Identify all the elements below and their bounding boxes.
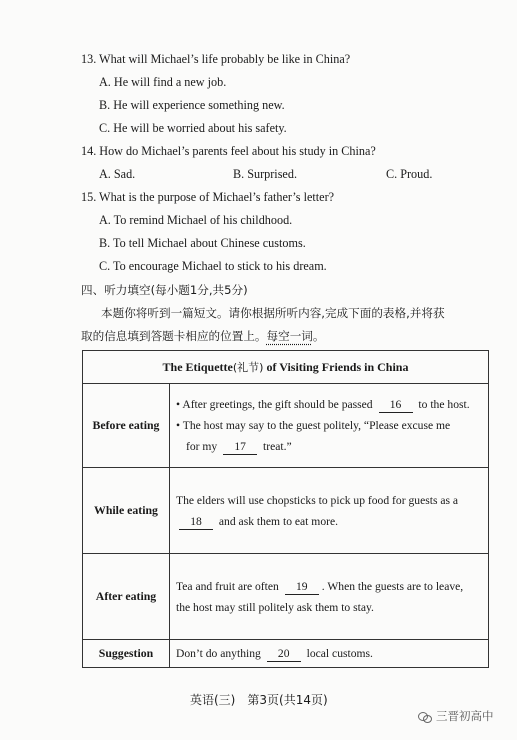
section-instruction-line2 [81, 328, 325, 344]
section-instruction-line1: 本题你将听到一篇短文。请你根据所听内容,完成下面的表格,并将获 [101, 306, 445, 320]
footer-page: 第3页 [247, 693, 280, 707]
blank-19: 19 [285, 580, 319, 595]
wechat-icon [418, 711, 432, 722]
question-14-option-c: C. Proud. [386, 167, 433, 181]
question-14-stem: 14. How do Michael’s parents feel about his study in China? [81, 144, 376, 158]
before-eating-text-1: • After greetings, the gift should be passed [176, 398, 373, 411]
watermark-text: 三晋初高中 [436, 709, 494, 723]
suggestion-text-1: Don’t do anything [176, 647, 261, 660]
page-footer [190, 691, 340, 708]
before-eating-text-4: for my [186, 440, 218, 453]
table-title [83, 351, 489, 384]
instruction-emphasis: 每空一词 [266, 329, 313, 343]
after-eating-text-2: . When the guests are to leave, [321, 579, 464, 593]
blank-17: 17 [223, 440, 257, 455]
watermark [418, 708, 494, 724]
row-label-suggestion: Suggestion [83, 640, 170, 668]
footer-total: (共14页) [279, 693, 328, 707]
row-content-while-eating [170, 468, 489, 554]
while-eating-text-2: and ask them to eat more. [218, 514, 339, 528]
blank-16: 16 [379, 398, 413, 413]
question-14-option-b: B. Surprised. [233, 167, 297, 181]
after-eating-text-1: Tea and fruit are often [176, 579, 279, 593]
question-13-stem: 13. What will Michael’s life probably be like in China? [81, 52, 351, 66]
question-15-stem: 15. What is the purpose of Michael’s father’s letter? [81, 190, 335, 204]
row-label-after-eating: After eating [83, 554, 170, 640]
while-eating-text-1: The elders will use chopsticks to pick up food for guests as a [176, 493, 459, 507]
question-14-option-a: A. Sad. [99, 167, 136, 181]
instruction-text: 取的信息填到答题卡相应的位置上。 [81, 329, 267, 343]
footer-subject: 英语(三) [190, 693, 236, 707]
row-content-before-eating [170, 384, 489, 468]
row-content-after-eating [170, 554, 489, 640]
question-13-option-a: A. He will find a new job. [99, 75, 227, 89]
table-title-zh: (礼节) [232, 361, 264, 374]
after-eating-text-3: the host may still politely ask them to stay. [176, 600, 374, 614]
question-15-option-c: C. To encourage Michael to stick to his dream. [99, 259, 327, 273]
before-eating-text-5: treat.” [263, 440, 292, 453]
row-label-while-eating: While eating [83, 468, 170, 554]
section-heading: 四、听力填空(每小题1分,共5分) [81, 283, 248, 297]
etiquette-table [82, 350, 489, 668]
row-content-suggestion [170, 640, 489, 668]
table-title-en-b: of Visiting Friends in China [263, 360, 409, 374]
question-15-option-a: A. To remind Michael of his childhood. [99, 213, 293, 227]
question-13-option-b: B. He will experience something new. [99, 98, 285, 112]
row-label-before-eating: Before eating [83, 384, 170, 468]
suggestion-text-2: local customs. [306, 647, 373, 660]
table-title-en-a: The Etiquette [162, 360, 233, 374]
blank-20: 20 [267, 647, 301, 662]
question-13-option-c: C. He will be worried about his safety. [99, 121, 287, 135]
before-eating-text-3: • The host may say to the guest politely, “Please excuse me [176, 419, 451, 432]
instruction-end: 。 [312, 329, 325, 343]
question-15-option-b: B. To tell Michael about Chinese customs. [99, 236, 306, 250]
blank-18: 18 [179, 515, 213, 530]
before-eating-text-2: to the host. [418, 398, 470, 411]
